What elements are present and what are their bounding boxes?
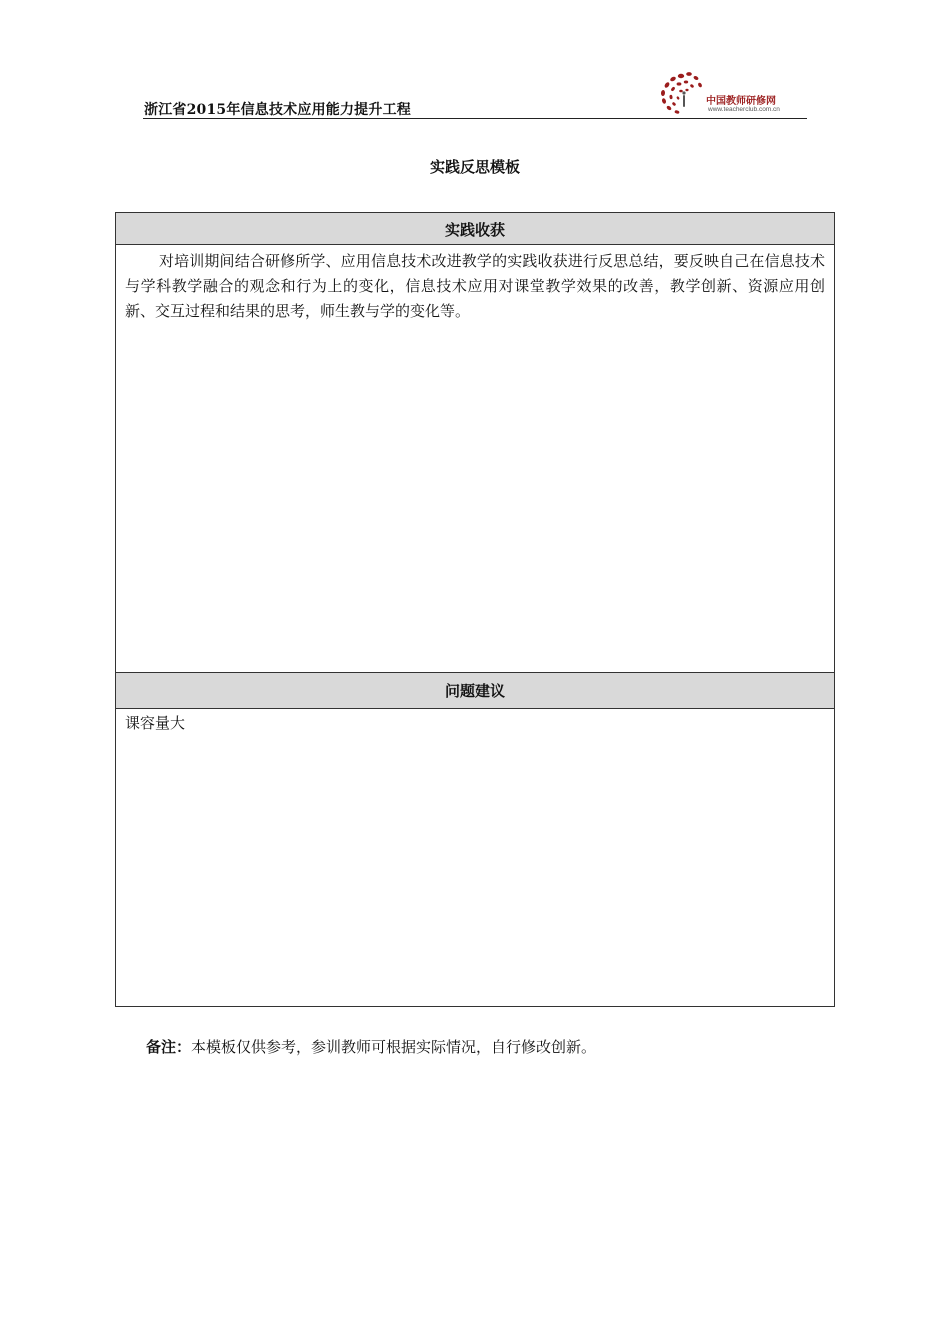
section-content-practice-gains: 对培训期间结合研修所学、应用信息技术改进教学的实践收获进行反思总结，要反映自己在信息技术与学科教学融合的观念和行为上的变化，信息技术应用对课堂教学效果的改善，教学创新、资源应用创新、交互过程和结果的思考，师生教与学的变化等。 — [125, 252, 825, 320]
section-header-issues-suggestions: 问题建议 — [116, 672, 834, 709]
footnote-label: 备注： — [146, 1038, 192, 1056]
teacherclub-logo — [655, 70, 805, 116]
section-content-issues-suggestions: 课容量大 — [125, 714, 186, 732]
section-header-practice-gains: 实践收获 — [116, 213, 834, 245]
logo-url: www.teacherclub.com.cn — [708, 106, 780, 113]
reflection-form-table — [115, 212, 835, 1007]
logo-name: 中国教师研修网 — [706, 96, 776, 107]
footnote-text: 本模板仅供参考，参训教师可根据实际情况，自行修改创新。 — [191, 1038, 597, 1056]
footnote — [146, 1036, 596, 1057]
document-title: 实践反思模板 — [429, 158, 520, 176]
project-title: 浙江省2015年信息技术应用能力提升工程 — [144, 102, 411, 118]
teacherclub-logo-icon — [655, 70, 707, 116]
header-divider — [143, 118, 807, 119]
